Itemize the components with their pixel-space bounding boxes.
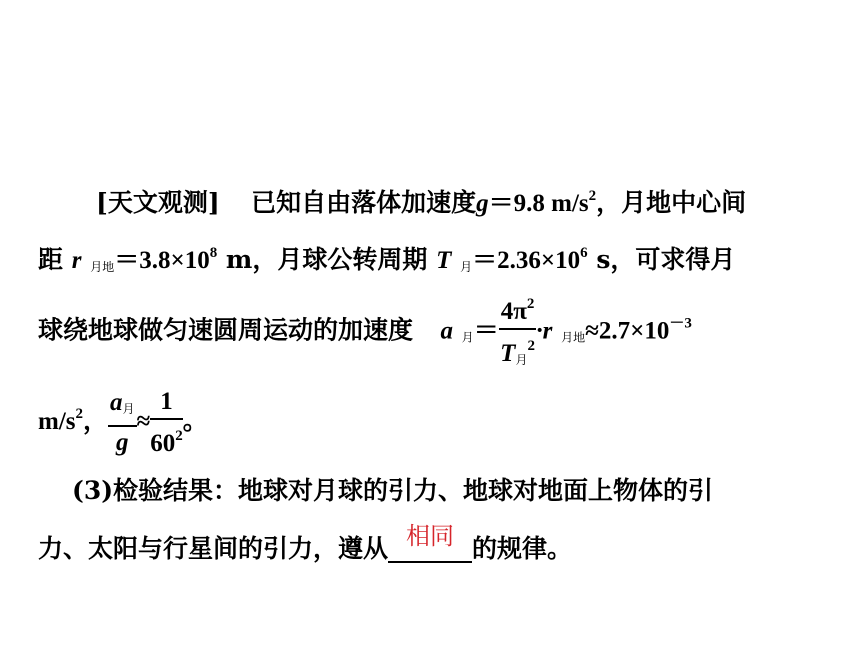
subscript: 月地 <box>561 330 586 345</box>
symbol-T: T <box>436 247 452 274</box>
subscript: 月地 <box>90 260 115 274</box>
exponent: 2 <box>175 427 183 444</box>
symbol-a: a <box>440 317 453 345</box>
subscript: 月 <box>461 330 474 345</box>
text-line-4 <box>38 382 208 460</box>
text: 的规律。 <box>472 534 573 563</box>
symbol-r: r <box>71 247 82 274</box>
subscript: 月 <box>515 353 528 367</box>
numerator: 1 <box>160 387 173 415</box>
value-a: ≈2.7×10 <box>585 317 670 345</box>
text-line-5 <box>72 476 713 506</box>
text: 球绕地球做匀速圆周运动的加速度 <box>38 315 414 345</box>
fraction-ratio <box>108 387 137 459</box>
fraction-acceleration <box>499 288 537 376</box>
exponent: 2 <box>588 188 597 204</box>
fraction-inverse-sq <box>150 386 183 460</box>
text-line-6 <box>38 522 573 564</box>
section-tag: [天文观测] <box>96 188 220 217</box>
text: m，月球公转周期 <box>217 245 428 274</box>
value-T: ＝2.36×10 <box>472 247 581 274</box>
text: s，可求得月 <box>587 245 736 274</box>
text: 已知自由落体加速度 <box>251 188 477 217</box>
subscript: 月 <box>122 401 135 416</box>
approx-sign: ≈ <box>136 408 151 435</box>
denominator: g <box>116 428 129 456</box>
exponent: 2 <box>75 406 83 422</box>
symbol-g: g <box>476 190 489 217</box>
exponent: 2 <box>526 296 535 312</box>
period: 。 <box>182 406 208 435</box>
value-g: ＝9.8 m/s <box>488 190 589 217</box>
text-line-2 <box>38 238 735 282</box>
exponent: 8 <box>209 245 218 261</box>
exponent: －3 <box>669 315 692 332</box>
comma: ， <box>83 406 109 435</box>
answer-blank[interactable] <box>388 522 472 563</box>
text: 力、太阳与行星间的引力，遵从 <box>38 534 389 563</box>
numerator: 4π <box>500 298 527 325</box>
exponent: 2 <box>527 338 535 354</box>
equals: ＝ <box>473 317 499 345</box>
denominator: 60 <box>150 429 176 457</box>
dot-r: ·r <box>536 317 553 345</box>
text: (3)检验结果：地球对月球的引力、地球对地面上物体的引 <box>72 476 714 505</box>
text: 距 <box>38 245 64 274</box>
subscript: 月 <box>460 260 473 274</box>
unit: m/s <box>38 408 76 435</box>
denominator: T <box>500 340 516 367</box>
numerator: a <box>110 388 123 416</box>
text-line-3 <box>38 288 692 376</box>
answer-text: 相同 <box>406 522 455 550</box>
text: ，月地中心间 <box>596 188 747 217</box>
text-line-1 <box>96 181 746 219</box>
value-r: ＝3.8×10 <box>114 247 210 274</box>
exponent: 6 <box>580 245 588 261</box>
